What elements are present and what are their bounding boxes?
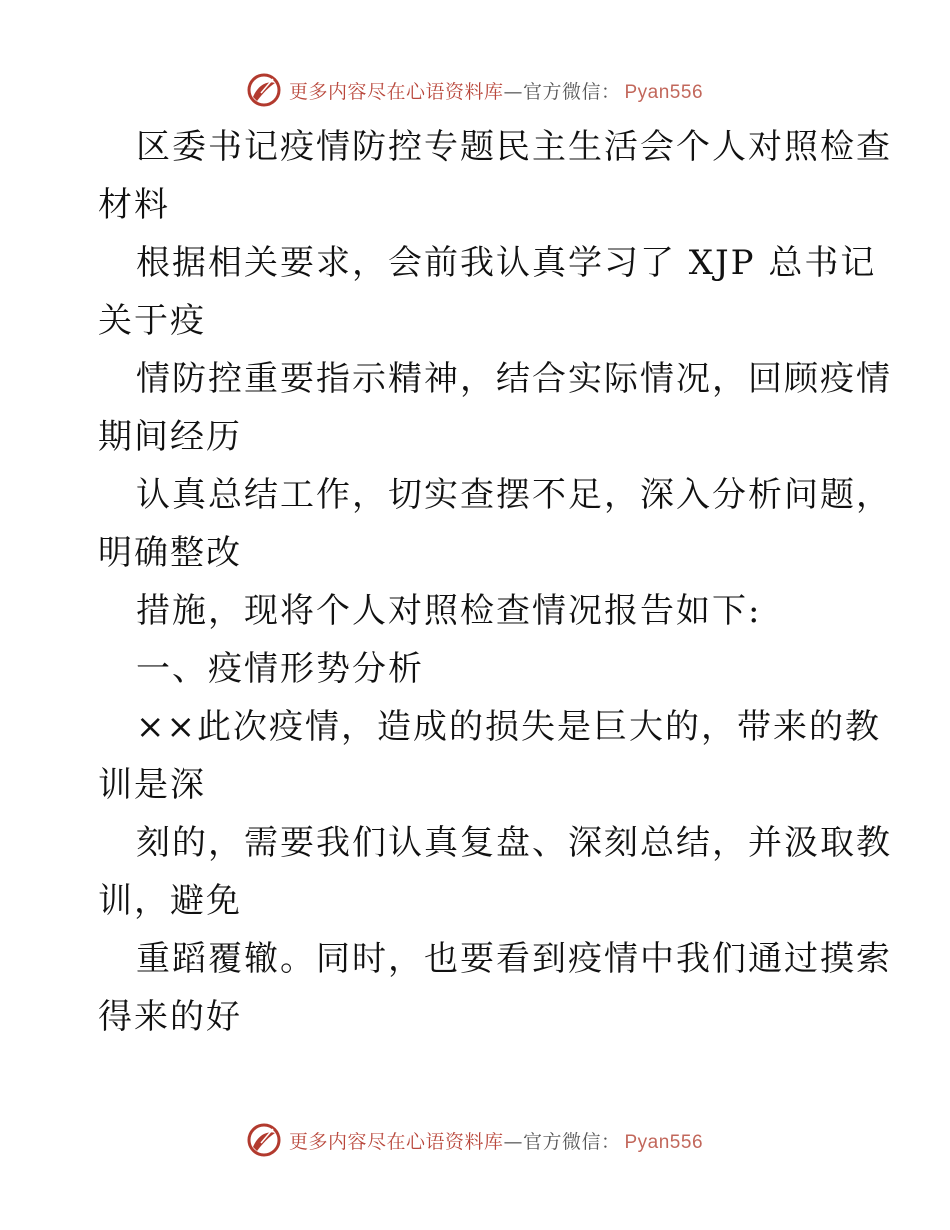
watermark-wechat-label: 官方微信： [522, 80, 621, 103]
text-line: 一、疫情形势分析 [136, 649, 424, 689]
watermark-text [289, 77, 703, 104]
text-line: 情防控重要指示精神，结合实际情况，回顾疫情 [136, 359, 892, 399]
watermark-brand: 更多内容尽在心语资料库 [288, 1130, 504, 1153]
text-line: 明确整改 [98, 533, 242, 573]
footer-watermark [0, 1118, 950, 1162]
text-line: 区委书记疫情防控专题民主生活会个人对照检查 [136, 127, 892, 167]
watermark-wechat-id: Pyan556 [624, 81, 704, 103]
text-line: ××此次疫情，造成的损失是巨大的，带来的教 [136, 707, 881, 747]
header-watermark [0, 68, 950, 112]
text-line: 根据相关要求，会前我认真学习了 XJP 总书记 [136, 243, 877, 283]
brand-logo-icon [247, 73, 281, 107]
watermark-brand: 更多内容尽在心语资料库 [288, 80, 504, 103]
text-line: 措施，现将个人对照检查情况报告如下: [136, 591, 762, 631]
text-line: 材料 [98, 185, 170, 225]
watermark-dash: — [503, 80, 523, 103]
watermark-dash: — [503, 1130, 523, 1153]
watermark-wechat-label: 官方微信： [522, 1130, 621, 1153]
text-line: 训是深 [98, 765, 206, 805]
document-body [98, 118, 892, 1046]
text-line: 认真总结工作，切实查摆不足，深入分析问题， [136, 475, 892, 515]
text-line: 刻的，需要我们认真复盘、深刻总结，并汲取教 [136, 823, 892, 863]
text-line: 得来的好 [98, 997, 242, 1037]
text-line: 训，避免 [98, 881, 242, 921]
text-line: 重蹈覆辙。同时，也要看到疫情中我们通过摸索 [136, 939, 892, 979]
text-line: 期间经历 [98, 417, 242, 457]
brand-logo-icon [247, 1123, 281, 1157]
text-line: 关于疫 [98, 301, 206, 341]
watermark-text [289, 1127, 703, 1154]
watermark-wechat-id: Pyan556 [624, 1131, 704, 1153]
